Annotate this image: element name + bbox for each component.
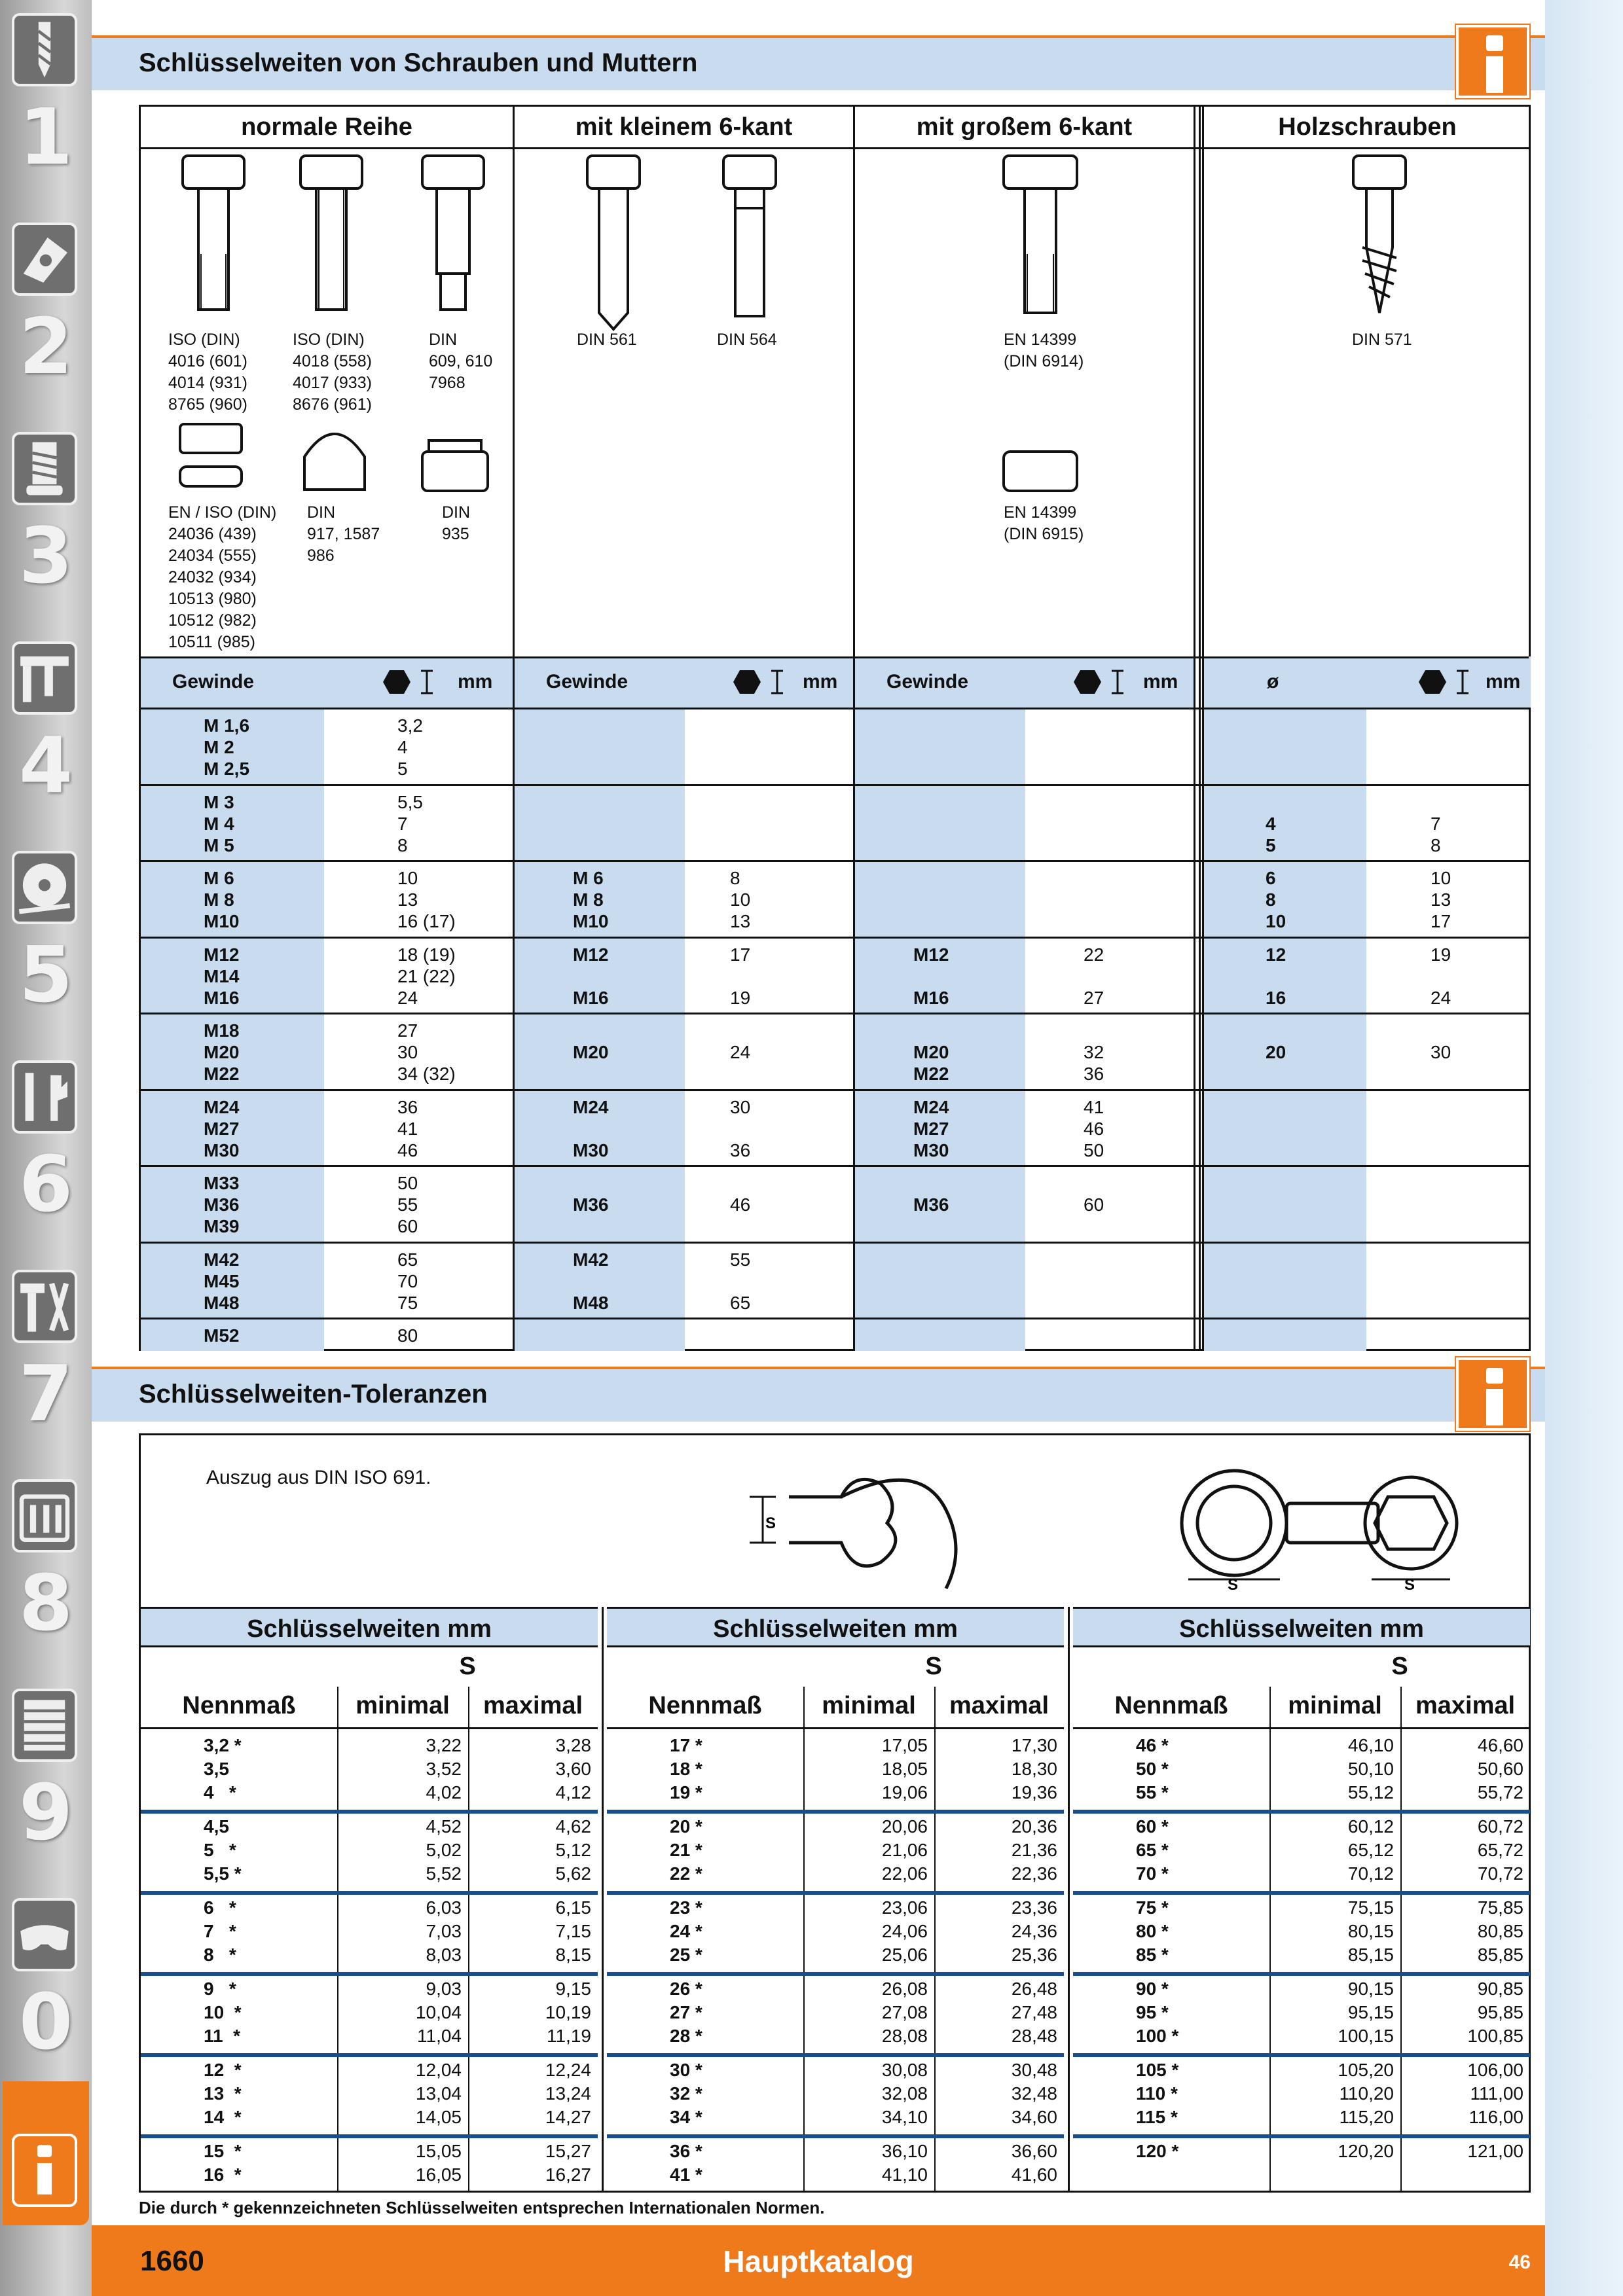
large-hex-nut-icon [1004, 452, 1077, 491]
wrench-width: 32 36 [1084, 1042, 1104, 1084]
page-footer [92, 2225, 1545, 2296]
catalog-title: Hauptkatalog [723, 2244, 914, 2278]
column-header: mit großem 6-kant [916, 113, 1133, 141]
chapter-number: 9 [18, 1767, 73, 1857]
insert-icon [12, 223, 77, 296]
maximal-value: 20,36 21,36 22,36 [1011, 1816, 1057, 1884]
nominal-size: 12 * 13 * 14 * [204, 2060, 242, 2127]
nominal-size: 46 * 50 * 55 * [1136, 1735, 1169, 1803]
thread-size: M 6 M 8 M10 [573, 868, 609, 931]
maximal-value: 3,28 3,60 4,12 [555, 1735, 591, 1803]
nominal-size: 20 * 21 * 22 * [670, 1816, 702, 1884]
minimal-value: 9,03 10,04 11,04 [415, 1979, 462, 2046]
hex-bolt-icon [301, 156, 362, 310]
wrench-width: 7 8 [1431, 813, 1441, 855]
nominal-size: 3,2 * 3,5 4 * [204, 1735, 242, 1803]
cap-nut-icon [304, 434, 365, 490]
thread-label: Gewinde [886, 671, 969, 692]
chapter-number: 1 [18, 92, 73, 182]
maximal-value: 6,15 7,15 8,15 [555, 1897, 591, 1965]
column-header: normale Reihe [241, 113, 412, 141]
norm-caption: ISO (DIN) 4018 (558) 4017 (933) 8676 (961) [293, 331, 372, 414]
norm-caption: DIN 564 [717, 331, 777, 349]
page-small-number: 46 [1508, 2251, 1531, 2273]
wrench-width: 19 24 [1431, 944, 1451, 1008]
s-dim-label: S [1228, 1576, 1239, 1594]
s-dim-label: S [765, 1515, 776, 1532]
page-number: 1660 [140, 2245, 204, 2277]
thread-size: M52 [204, 1325, 240, 1346]
wrench-illustrations [750, 1444, 1503, 1602]
wood-screw-icon [1353, 156, 1406, 313]
minimal-value: 17,05 18,05 19,06 [881, 1735, 928, 1803]
wrench-width: 50 55 60 [397, 1173, 418, 1236]
norm-caption: DIN 609, 610 7968 [429, 331, 493, 392]
maximal-value: 26,48 27,48 28,48 [1011, 1979, 1057, 2046]
norm-caption: DIN 561 [577, 331, 637, 349]
nominal-size: 9 * 10 * 11 * [204, 1979, 242, 2046]
chapter-number: 7 [18, 1348, 73, 1439]
wrench-size-symbol-icon [731, 668, 796, 696]
chapter-tab-3[interactable] [3, 419, 89, 628]
maximal-value: 15,27 16,27 [545, 2141, 591, 2185]
chapter-number: 3 [18, 511, 73, 601]
wrench-width: 80 [397, 1325, 418, 1346]
thread-size: M36 [573, 1194, 609, 1215]
norm-caption: EN 14399 (DIN 6914) [1004, 331, 1084, 370]
mm-label: mm [1143, 671, 1178, 692]
thread-size: M 3 M 4 M 5 [204, 791, 234, 855]
subheader-wood [1204, 656, 1531, 708]
chapter-tab-2[interactable] [3, 209, 89, 419]
excerpt-note: Auszug aus DIN ISO 691. [206, 1467, 431, 1488]
wrench-size-symbol-icon [1071, 668, 1137, 696]
wrench-width: 10 13 17 [1431, 868, 1451, 931]
nominal-size: 75 * 80 * 85 * [1136, 1897, 1169, 1965]
wrench-width: 8 10 13 [730, 868, 751, 931]
wrench-icon [12, 1060, 77, 1134]
s-dim-label: S [1404, 1576, 1415, 1594]
nominal-size: 23 * 24 * 25 * [670, 1897, 702, 1965]
col-nennmass: Nennmaß [648, 1692, 762, 1719]
thread-size: M18 M20 M22 [204, 1020, 240, 1084]
wrench-width: 60 [1084, 1194, 1104, 1215]
chapter-tab-6[interactable] [3, 1047, 89, 1257]
thread-label: Gewinde [546, 671, 629, 692]
norm-caption: EN 14399 (DIN 6915) [1004, 503, 1084, 543]
wrench-width: 3,2 4 5 [397, 715, 423, 779]
section-title: Schlüsselweiten-Toleranzen [139, 1380, 488, 1408]
chapter-number: 6 [18, 1139, 73, 1229]
wrench-size-symbol-icon [380, 668, 446, 696]
wrench-width: 10 13 16 (17) [397, 868, 456, 931]
mm-label: mm [458, 671, 493, 692]
wrench-size-symbol-icon [1416, 668, 1482, 696]
drill-bit-icon [12, 13, 77, 86]
chapter-number: 5 [18, 929, 73, 1020]
thread-size: M12 M16 [573, 944, 609, 1008]
s-header: S [1391, 1653, 1408, 1680]
wrench-width: 18 (19) 21 (22) 24 [397, 944, 456, 1008]
minimal-value: 105,20 110,20 115,20 [1338, 2060, 1394, 2127]
wrench-width: 27 30 34 (32) [397, 1020, 456, 1084]
wrench-width: 30 [1431, 1042, 1451, 1062]
wrench-width: 41 46 50 [1084, 1096, 1104, 1160]
minimal-value: 30,08 32,08 34,10 [881, 2060, 928, 2127]
maximal-value: 30,48 32,48 34,60 [1011, 2060, 1057, 2127]
ring-wrench-icon [1182, 1471, 1378, 1575]
norm-caption: DIN 935 [442, 503, 471, 543]
wrench-width: 36 41 46 [397, 1096, 418, 1160]
chapter-number: 4 [18, 720, 73, 810]
thread-size: 4 5 [1266, 813, 1276, 855]
large-hex-bolt-icon [1004, 156, 1077, 313]
thread-size: M24 M27 M30 [913, 1096, 949, 1160]
tool-case-icon [12, 1479, 77, 1552]
nominal-size: 60 * 65 * 70 * [1136, 1816, 1169, 1884]
saw-blade-icon [12, 851, 77, 924]
safety-goggles-icon [12, 1898, 77, 1971]
maximal-value: 90,85 95,85 100,85 [1467, 1979, 1523, 2046]
chapter-tab-8[interactable] [3, 1466, 89, 1676]
chapter-tab-4[interactable] [3, 628, 89, 838]
small-hex-bolt-icon [587, 156, 640, 329]
nominal-size: 105 * 110 * 115 * [1136, 2060, 1179, 2127]
minimal-value: 46,10 50,10 55,12 [1347, 1735, 1394, 1803]
chapter-tab-5[interactable] [3, 838, 89, 1047]
subheader-large [855, 656, 1194, 708]
minimal-value: 4,52 5,02 5,52 [426, 1816, 462, 1884]
col-max: maximal [483, 1692, 583, 1719]
maximal-value: 12,24 13,24 14,27 [545, 2060, 591, 2127]
maximal-value: 60,72 65,72 70,72 [1477, 1816, 1523, 1884]
subheader-normal [141, 656, 513, 708]
col-max: maximal [1415, 1692, 1516, 1719]
tolerance-table [139, 1433, 1531, 2193]
col-min: minimal [822, 1692, 916, 1719]
col-nennmass: Nennmaß [182, 1692, 296, 1719]
wrench-width: 22 27 [1084, 944, 1104, 1008]
s-header: S [459, 1653, 476, 1680]
group-header: Schlüsselweiten mm [607, 1607, 1064, 1647]
caliper-icon [12, 641, 77, 715]
chapter-tab-7[interactable] [3, 1257, 89, 1466]
open-end-wrench-icon [789, 1479, 956, 1588]
wrench-width: 24 [730, 1042, 751, 1062]
nominal-size: 15 * 16 * [204, 2141, 242, 2185]
thread-size: M33 M36 M39 [204, 1173, 240, 1236]
small-hex-bolt-icon [723, 156, 776, 316]
maximal-value: 106,00 111,00 116,00 [1467, 2060, 1523, 2127]
subheader-small [515, 656, 853, 708]
section-title: Schlüsselweiten von Schrauben und Muttern [139, 48, 698, 77]
minimal-value: 90,15 95,15 100,15 [1338, 1979, 1394, 2046]
nominal-size: 6 * 7 * 8 * [204, 1897, 236, 1965]
section-header-sizes [92, 35, 1545, 90]
thread-size: M36 [913, 1194, 949, 1215]
hammer-pliers-icon [12, 1270, 77, 1343]
thread-size: 12 16 [1266, 944, 1286, 1008]
norm-caption: ISO (DIN) 4016 (601) 4014 (931) 8765 (960) [168, 331, 247, 414]
chapter-tab-info[interactable] [3, 2081, 89, 2225]
maximal-value: 121,00 [1467, 2141, 1523, 2161]
thread-size: 20 [1266, 1042, 1286, 1062]
wrench-width: 65 70 75 [397, 1249, 418, 1313]
column-header: Holzschrauben [1278, 113, 1457, 141]
minimal-value: 6,03 7,03 8,03 [426, 1897, 462, 1965]
thread-size: M12 M16 [913, 944, 949, 1008]
group-header: Schlüsselweiten mm [141, 1607, 598, 1647]
minimal-value: 12,04 13,04 14,05 [415, 2060, 462, 2127]
thread-size: M42 M45 M48 [204, 1249, 240, 1313]
castle-nut-icon [422, 440, 488, 491]
info-icon [1456, 25, 1529, 98]
minimal-value: 26,08 27,08 28,08 [881, 1979, 928, 2046]
maximal-value: 36,60 41,60 [1011, 2141, 1057, 2185]
info-icon [12, 2134, 77, 2207]
maximal-value: 4,62 5,12 5,62 [555, 1816, 591, 1884]
section-header-tolerances [92, 1367, 1545, 1422]
fitted-bolt-icon [422, 156, 484, 310]
chapter-tab-9[interactable] [3, 1676, 89, 1885]
wrench-width: 46 [730, 1194, 751, 1215]
col-nennmass: Nennmaß [1114, 1692, 1228, 1719]
chapter-number: 2 [18, 301, 73, 391]
minimal-value: 60,12 65,12 70,12 [1347, 1816, 1394, 1884]
hex-bolt-icon [183, 156, 244, 310]
chapter-tab-0[interactable] [3, 1885, 89, 2094]
minimal-value: 75,15 80,15 85,15 [1347, 1897, 1394, 1965]
chapter-number: 0 [18, 1977, 73, 2067]
chapter-number: 8 [18, 1558, 73, 1648]
nominal-size: 90 * 95 * 100 * [1136, 1979, 1179, 2046]
nominal-size: 17 * 18 * 19 * [670, 1735, 702, 1803]
wrench-width: 55 65 [730, 1249, 751, 1313]
maximal-value: 75,85 80,85 85,85 [1477, 1897, 1523, 1965]
chapter-tab-1[interactable] [3, 0, 89, 209]
thread-size: M12 M14 M16 [204, 944, 240, 1008]
thread-size: M24 M30 [573, 1096, 609, 1160]
thread-size: 6 8 10 [1266, 868, 1286, 931]
minimal-value: 3,22 3,52 4,02 [426, 1735, 462, 1803]
minimal-value: 36,10 41,10 [881, 2141, 928, 2185]
column-header: mit kleinem 6-kant [575, 113, 793, 141]
diameter-label: ø [1267, 671, 1279, 692]
thread-label: Gewinde [172, 671, 255, 692]
nominal-size: 120 * [1136, 2141, 1179, 2161]
wrench-width: 30 36 [730, 1096, 751, 1160]
nominal-size: 26 * 27 * 28 * [670, 1979, 702, 2046]
nominal-size: 36 * 41 * [670, 2141, 702, 2185]
col-min: minimal [1288, 1692, 1382, 1719]
thread-size: M 1,6 M 2 M 2,5 [204, 715, 250, 779]
thread-size: M20 [573, 1042, 609, 1062]
wrench-width: 17 19 [730, 944, 751, 1008]
nominal-size: 4,5 5 * 5,5 * [204, 1816, 242, 1884]
maximal-value: 23,36 24,36 25,36 [1011, 1897, 1057, 1965]
norm-caption: DIN 571 [1352, 331, 1412, 349]
thread-size: M 6 M 8 M10 [204, 868, 240, 931]
thread-size: M42 M48 [573, 1249, 609, 1313]
thread-size: M20 M22 [913, 1042, 949, 1084]
minimal-value: 23,06 24,06 25,06 [881, 1897, 928, 1965]
s-header: S [925, 1653, 942, 1680]
wrench-size-table [139, 105, 1531, 1351]
thread-size: M24 M27 M30 [204, 1096, 240, 1160]
group-header: Schlüsselweiten mm [1073, 1607, 1530, 1647]
minimal-value: 20,06 21,06 22,06 [881, 1816, 928, 1884]
cabinet-icon [12, 1689, 77, 1762]
hex-nut-icon [180, 424, 242, 486]
col-max: maximal [949, 1692, 1049, 1719]
wrench-width: 5,5 7 8 [397, 791, 423, 855]
maximal-value: 46,60 50,60 55,72 [1477, 1735, 1523, 1803]
col-min: minimal [356, 1692, 450, 1719]
mm-label: mm [1486, 671, 1521, 692]
minimal-value: 15,05 16,05 [415, 2141, 462, 2185]
maximal-value: 9,15 10,19 11,19 [545, 1979, 591, 2046]
mm-label: mm [803, 671, 838, 692]
minimal-value: 120,20 [1338, 2141, 1394, 2161]
info-icon [1456, 1357, 1529, 1431]
maximal-value: 17,30 18,30 19,36 [1011, 1735, 1057, 1803]
chapter-tab-column [0, 0, 92, 2296]
norm-caption: DIN 917, 1587 986 [307, 503, 380, 565]
footnote: Die durch * gekennzeichneten Schlüsselweiten entsprechen Internationalen Normen. [139, 2198, 825, 2217]
tap-icon [12, 432, 77, 505]
norm-caption: EN / ISO (DIN) 24036 (439) 24034 (555) 24032 (934) 10513 (980) 10512 (982) 10511 (985) [168, 503, 277, 651]
nominal-size: 30 * 32 * 34 * [670, 2060, 702, 2127]
right-margin-strip [1545, 0, 1623, 2296]
